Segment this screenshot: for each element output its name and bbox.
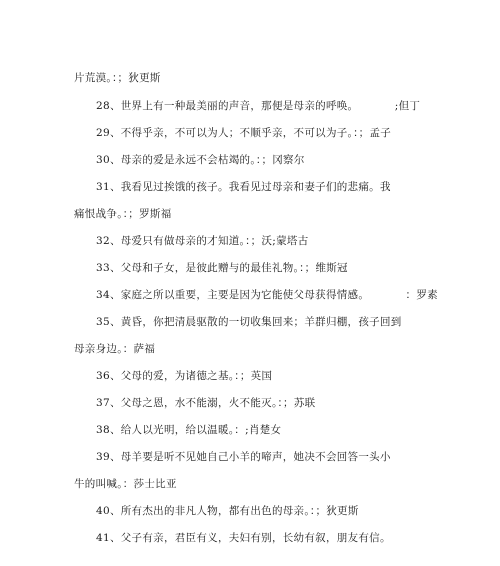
text-line-8: 33、父母和子女，是彼此赠与的最佳礼物。：；维斯冠 (96, 262, 348, 274)
text-line-16: 牛的叫喊。：莎士比亚 (74, 478, 177, 490)
text-line-6: 痛恨战争。：；罗斯福 (74, 208, 172, 220)
text-line-17: 40、所有杰出的非凡人物，都有出色的母亲。：；狄更斯 (96, 505, 359, 517)
text-line-13: 37、父母之恩，水不能溺，火不能灭。：；苏联 (96, 397, 316, 409)
text-line-18: 41、父子有亲，君臣有义，夫妇有别，长幼有叙，朋友有信。 (96, 532, 391, 544)
text-line-14: 38、给人以光明，给以温暖。：;肖楚女 (96, 424, 282, 436)
text-line-3: 29、不得乎亲，不可以为人；不顺乎亲，不可以为子。：；孟子 (96, 127, 392, 139)
text-line-9: 34、家庭之所以重要，主要是因为它能使父母获得情感。 ：罗素 (96, 289, 438, 301)
text-line-7: 32、母爱只有做母亲的才知道。：；沃;蒙塔古 (96, 235, 309, 247)
text-line-12: 36、父母的爱，为诸德之基。：；英国 (96, 370, 273, 382)
text-line-5: 31、我看见过挨饿的孩子。我看见过母亲和妻子们的悲痛。我 (96, 181, 391, 193)
text-line-15: 39、母羊要是听不见她自己小羊的啼声，她决不会回答一头小 (96, 451, 391, 463)
text-line-4: 30、母亲的爱是永远不会枯竭的。：；冈察尔 (96, 154, 305, 166)
text-line-10: 35、黄昏，你把清晨驱散的一切收集回来；羊群归棚，孩子回到 (96, 316, 402, 328)
text-line-11: 母亲身边。：萨福 (74, 343, 156, 355)
text-line-1: 片荒漠。：；狄更斯 (74, 72, 161, 84)
text-line-2: 28、世界上有一种最美丽的声音，那便是母亲的呼唤。 ;但丁 (96, 100, 421, 112)
